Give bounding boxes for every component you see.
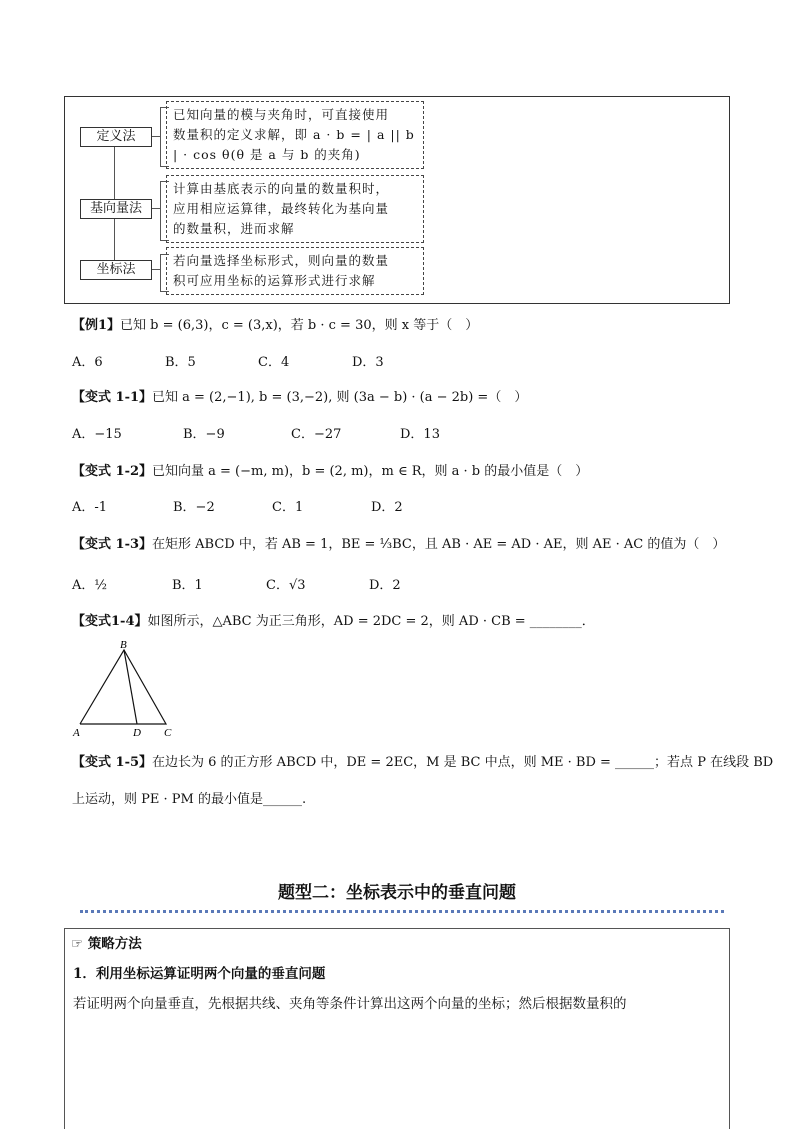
option-b: B．1 [172, 578, 203, 593]
label-d: D [133, 727, 141, 739]
problem-tag: 【例1】 [72, 318, 121, 333]
strategy-heading [71, 935, 142, 953]
section-title: 题型二：坐标表示中的垂直问题 [278, 883, 516, 903]
option-d: D．3 [352, 355, 384, 370]
option-a: A．−15 [72, 427, 122, 442]
problem-variant-1-3 [72, 537, 725, 553]
method-label-definition: 定义法 [80, 127, 152, 147]
option-d: D．2 [371, 500, 403, 515]
option-b: B．5 [165, 355, 196, 370]
problem-text: 已知向量 a = (−m, m)，b = (2, m)，m ∈ R，则 a · b 的最小值是（ ） [152, 464, 589, 479]
problem-variant-1-1 [72, 390, 527, 406]
problem-example-1 [72, 318, 478, 334]
method-link [152, 269, 160, 270]
option-c: C．√3 [266, 578, 306, 593]
dotted-divider [80, 910, 724, 913]
option-a: A．½ [72, 578, 107, 593]
problem-tag: 【变式 1-2】 [72, 464, 153, 479]
problem-tag: 【变式 1-1】 [72, 390, 153, 405]
strategy-item-1: 1．利用坐标运算证明两个向量的垂直问题 [73, 966, 326, 982]
problem-text: 如图所示，△ABC 为正三角形，AD = 2DC = 2，则 AD · CB = ________． [147, 614, 595, 629]
method-desc-basis [166, 175, 424, 243]
method-label-coordinate: 坐标法 [80, 260, 152, 280]
problem-variant-1-5 [72, 755, 773, 771]
desc-line: 计算由基底表示的向量的数量积时， [173, 181, 390, 196]
option-d: D．2 [369, 578, 401, 593]
problem-variant-1-2 [72, 464, 588, 480]
label-b: B [120, 639, 127, 651]
label-c: C [164, 727, 172, 739]
desc-line: 应用相应运算律，最终转化为基向量 [173, 201, 390, 216]
label-a: A [73, 727, 80, 739]
problem-variant-1-4 [72, 614, 595, 630]
methods-summary-box [64, 96, 730, 304]
problem-text: 已知 a = (2,−1), b = (3,−2), 则 (3a − b) · (a − 2b) =（ ） [152, 390, 528, 405]
triangle-figure [70, 638, 180, 740]
option-b: B．−9 [183, 427, 225, 442]
method-label-basis: 基向量法 [80, 199, 152, 219]
desc-line: 数量积的定义求解，即 a · b = | a || b [173, 127, 415, 142]
option-a: A．-1 [72, 500, 108, 515]
method-desc-coordinate [166, 247, 424, 295]
strategy-item-1-body: 若证明两个向量垂直，先根据共线、夹角等条件计算出这两个向量的坐标；然后根据数量积的 [73, 996, 627, 1012]
strategy-box [64, 928, 730, 1129]
problem-tag: 【变式1-4】 [72, 614, 148, 629]
problem-tag: 【变式 1-3】 [72, 537, 153, 552]
desc-line: 若向量选择坐标形式，则向量的数量 [173, 253, 390, 268]
strategy-heading-text: 策略方法 [87, 936, 142, 952]
option-c: C．4 [258, 355, 290, 370]
triangle-abc [80, 650, 166, 724]
desc-line: 的数量积，进而求解 [173, 221, 295, 236]
option-c: C．−27 [291, 427, 342, 442]
option-c: C．1 [272, 500, 304, 515]
desc-line: | · cos θ(θ 是 a 与 b 的夹角) [173, 147, 361, 162]
desc-line: 已知向量的模与夹角时，可直接使用 [173, 107, 390, 122]
desc-line: 积可应用坐标的运算形式进行求解 [173, 273, 376, 288]
pointing-hand-icon: ☞ [71, 936, 84, 952]
option-b: B．−2 [173, 500, 215, 515]
method-desc-definition [166, 101, 424, 169]
problem-text: 已知 b = (6,3)，c = (3,x)，若 b · c = 30，则 x 等于（ ） [120, 318, 479, 333]
problem-text-continued: 上运动，则 PE · PM 的最小值是______. [72, 792, 307, 807]
option-d: D．13 [400, 427, 440, 442]
problem-text: 在边长为 6 的正方形 ABCD 中，DE = 2EC，M 是 BC 中点，则 ME · BD = ______；若点 P 在线段 BD [152, 755, 774, 770]
option-a: A．6 [72, 355, 103, 370]
problem-text: 在矩形 ABCD 中，若 AB = 1，BE = ⅓BC，且 AB · AE = AD · AE，则 AE · AC 的值为（ ） [152, 537, 726, 552]
problem-tag: 【变式 1-5】 [72, 755, 153, 770]
method-link [152, 208, 160, 209]
method-link [152, 136, 160, 137]
